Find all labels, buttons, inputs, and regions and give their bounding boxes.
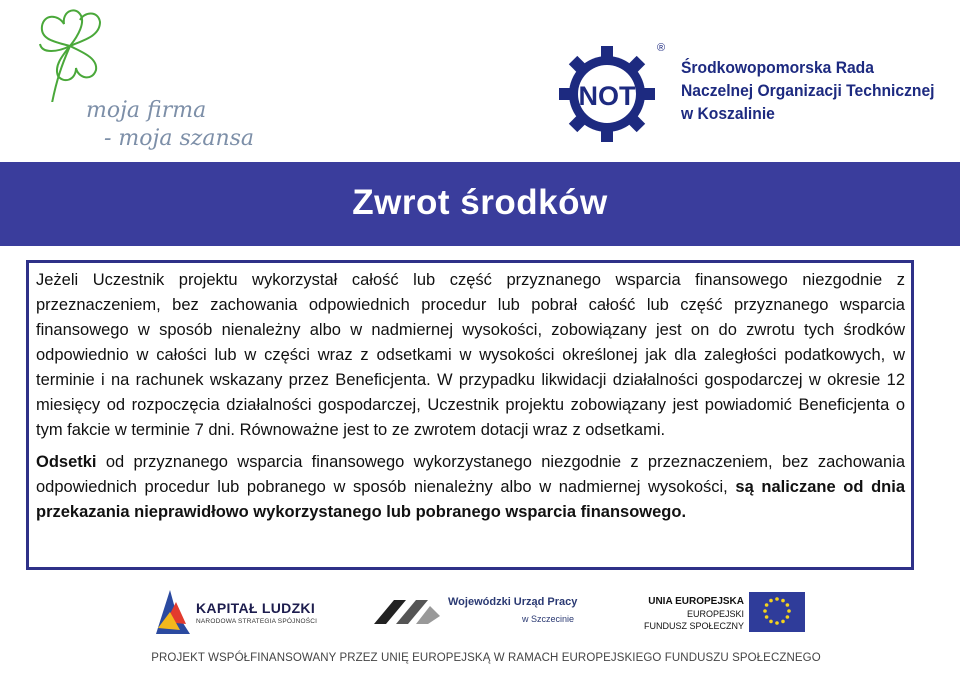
eu-flag-icon: [749, 592, 805, 632]
clover-icon: [26, 2, 116, 102]
kl-line2: NARODOWA STRATEGIA SPÓJNOŚCI: [196, 618, 318, 625]
slogan-line2: - moja szansa: [104, 126, 255, 151]
org-line2: Naczelnej Organizacji Technicznej: [681, 81, 935, 100]
emblem-text: NOT: [578, 81, 636, 111]
p2-bold-end: są naliczane od dnia przekazania nieprawidłowo wykorzystanego lub pobranego wsparcia finansowego.: [36, 478, 906, 521]
eu-line2: EUROPEJSKI: [686, 609, 744, 619]
registered-mark: ®: [657, 42, 666, 54]
wup-line1: Wojewódzki Urząd Pracy: [448, 596, 578, 608]
not-gear-emblem-icon: [555, 42, 659, 146]
kl-line1: KAPITAŁ LUDZKI: [196, 600, 316, 616]
org-line1: Środkowopomorska Rada: [681, 58, 874, 77]
eu-logo: [624, 592, 824, 642]
paragraph-2: [36, 450, 905, 525]
org-name: [681, 56, 935, 125]
eu-text: [624, 596, 744, 632]
title-band: [0, 162, 960, 246]
cofinancing-note: PROJEKT WSPÓŁFINANSOWANY PRZEZ UNIĘ EUROPEJSKĄ W RAMACH EUROPEJSKIEGO FUNDUSZU SPOŁECZNEGO: [151, 652, 821, 664]
slogan-line1: moja firma: [86, 98, 207, 123]
wup-logo: [372, 594, 582, 634]
moja-firma-logo: [20, 0, 300, 160]
p2-bold-start: Odsetki: [36, 453, 97, 471]
eu-line3: FUNDUSZ SPOŁECZNY: [643, 621, 744, 631]
eu-line1: UNIA EUROPEJSKA: [648, 596, 744, 607]
paragraph-1: Jeżeli Uczestnik projektu wykorzystał całość lub część przyznanego wsparcia finansowego niezgodnie z przeznaczeniem, bez zachowania odpowiednich procedur lub pobrał całość lub część przyznanego wsparcia finansowego w sposób nienależny albo w nadmiernej wysokości, zobowiązany jest on do zwrotu tych środków odpowiednio w całości lub w części wraz z odsetkami w wysokości określonej jak dla zaległości podatkowych, w terminie i na rachunek wskazany przez Beneficjenta. W przypadku likwidacji działalności gospodarczej w okresie 12 miesięcy od rozpoczęcia działalności gospodarczej, Uczestnik projektu zobowiązany jest powiadomić Beneficjenta o tym fakcie w terminie 7 dni. Równoważne jest to ze zwrotem dotacji wraz z odsetkami.: [36, 271, 905, 439]
not-logo: [555, 42, 935, 147]
wup-arrows-icon: [372, 594, 442, 630]
p2-middle: od przyznanego wsparcia finansowego wykorzystanego niezgodnie z przeznaczeniem, bez zachowania odpowiednich procedur lub pobranego w sposób nienależny albo w nadmiernej wysokości,: [36, 453, 905, 496]
org-line3: w Koszalinie: [681, 104, 775, 123]
kapital-ludzki-logo: [150, 582, 340, 638]
content-box: [26, 260, 914, 570]
footer: [0, 580, 960, 674]
wup-line2: w Szczecinie: [522, 614, 575, 624]
page-title: Zwrot środków: [352, 183, 608, 222]
kapital-ludzki-star-icon: [150, 582, 192, 638]
